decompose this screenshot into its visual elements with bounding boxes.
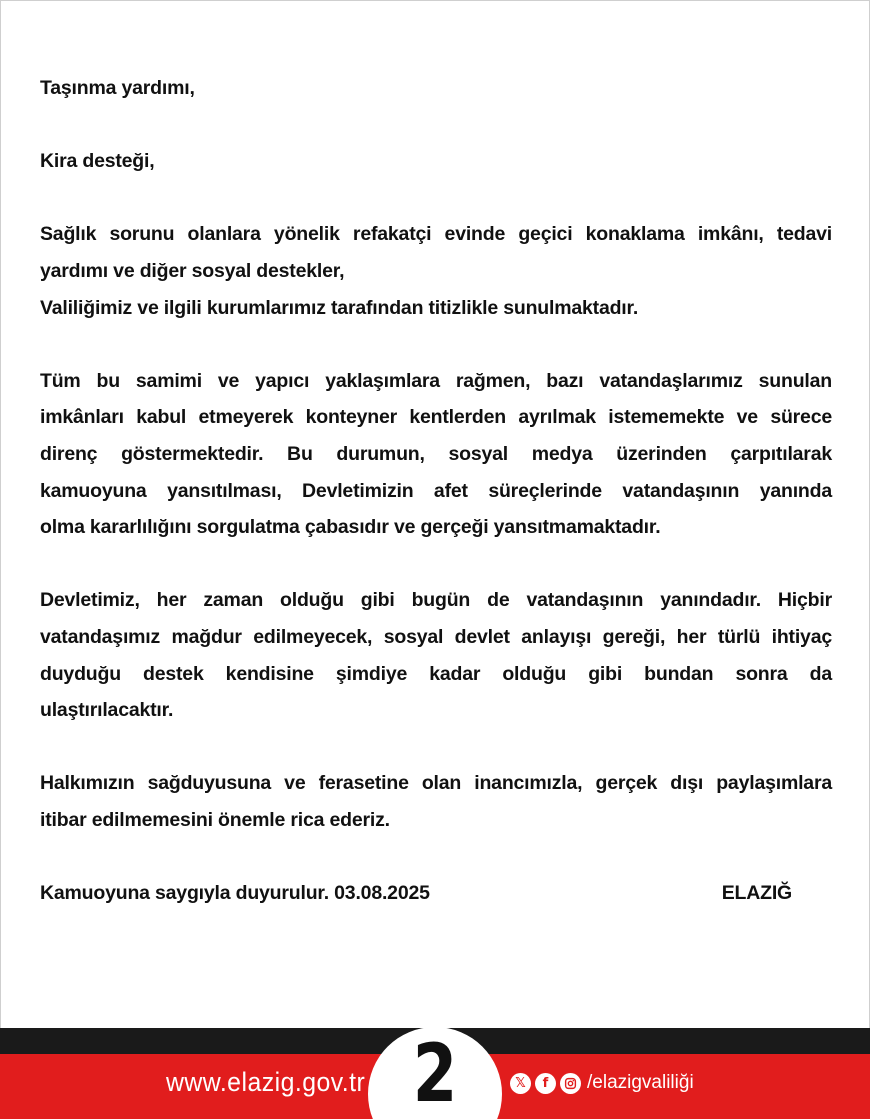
website-link[interactable]: www.elazig.gov.tr	[166, 1067, 366, 1097]
paragraph-line: imkânları kabul etmeyerek konteyner kentlerden ayrılmak istememekte ve sürece	[40, 406, 832, 429]
closing-text: Kamuoyuna saygıyla duyurulur. 03.08.2025	[40, 882, 430, 905]
paragraph-line: Valiliğimiz ve ilgili kurumlarımız tarafından titizlikle sunulmaktadır.	[40, 296, 639, 319]
x-icon[interactable]: 𝕏	[510, 1073, 531, 1094]
signature: ELAZIĞ	[721, 882, 792, 905]
paragraph-halk	[40, 765, 832, 838]
page-number: 2	[412, 1027, 458, 1119]
paragraph-line: Devletimiz, her zaman olduğu gibi bugün de vatandaşının yanındadır. Hiçbir	[40, 589, 832, 612]
paragraph-devlet	[40, 582, 832, 728]
paragraph-saglik	[40, 216, 832, 326]
list-item-tasinma: Taşınma yardımı,	[40, 77, 195, 99]
announcement-body	[40, 70, 832, 912]
paragraph-line: Sağlık sorunu olanlara yönelik refakatçi evinde geçici konaklama imkânı, tedavi	[40, 223, 832, 246]
paragraph-line: duyduğu destek kendisine şimdiye kadar olduğu gibi bundan sonra da	[40, 662, 832, 685]
paragraph-line: itibar edilmemesini önemle rica ederiz.	[40, 808, 390, 831]
paragraph-line: Halkımızın sağduyusuna ve ferasetine olan inancımızla, gerçek dışı paylaşımlara	[40, 772, 832, 795]
paragraph-line: direnç göstermektedir. Bu durumun, sosyal medya üzerinden çarpıtılarak	[40, 442, 832, 465]
paragraph-line: olma kararlılığını sorgulatma çabasıdır ve gerçeği yansıtmamaktadır.	[40, 516, 661, 539]
paragraph-line: vatandaşımız mağdur edilmeyecek, sosyal devlet anlayışı gereği, her türlü ihtiyaç	[40, 625, 832, 648]
paragraph-line: yardımı ve diğer sosyal destekler,	[40, 259, 345, 282]
list-item-kira: Kira desteği,	[40, 150, 155, 173]
social-handle[interactable]: /elazigvaliliği	[587, 1072, 694, 1093]
closing-row	[40, 875, 792, 912]
facebook-icon[interactable]: f	[535, 1073, 556, 1094]
social-links	[510, 1072, 694, 1094]
instagram-icon[interactable]	[560, 1073, 581, 1094]
paragraph-tum	[40, 363, 832, 546]
paragraph-line: kamuoyuna yansıtılması, Devletimizin afet süreçlerinde vatandaşının yanında	[40, 479, 832, 502]
paragraph-line: Tüm bu samimi ve yapıcı yaklaşımlara rağmen, bazı vatandaşlarımız sunulan	[40, 369, 832, 392]
paragraph-line: ulaştırılacaktır.	[40, 699, 174, 722]
